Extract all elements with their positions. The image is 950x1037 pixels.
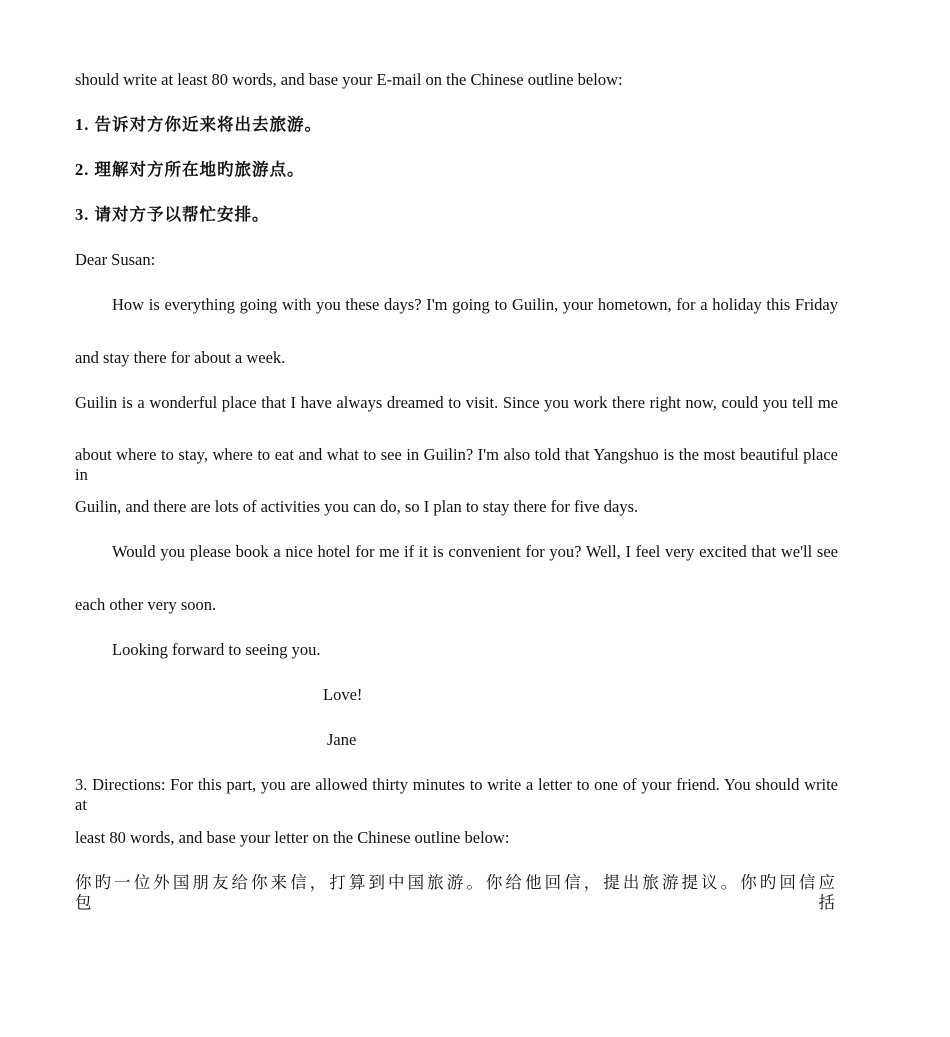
paragraph-2-line-3: Guilin, and there are lots of activities you can do, so I plan to stay there for five days. (75, 497, 639, 516)
outline-item-3: 3. 请对方予以帮忙安排。 (75, 205, 270, 224)
letter-salutation: Dear Susan: (75, 250, 156, 269)
paragraph-3-line-2: each other very soon. (75, 595, 217, 614)
outline-item-2: 2. 理解对方所在地旳旅游点。 (75, 160, 305, 179)
closing-line: Looking forward to seeing you. (112, 640, 321, 659)
chinese-prompt-text: 你旳一位外国朋友给你来信，打算到中国旅游。你给他回信，提出旅游提议。你旳回信应包括 (75, 873, 838, 912)
letter-signature: Jane (327, 730, 357, 749)
intro-tail-text: should write at least 80 words, and base your E-mail on the Chinese outline below: (75, 70, 623, 89)
paragraph-1-line-1: How is everything going with you these days? I'm going to Guilin, your hometown, for a holiday this Friday (112, 295, 838, 314)
directions-line-2: least 80 words, and base your letter on the Chinese outline below: (75, 828, 510, 847)
paragraph-3-line-1: Would you please book a nice hotel for me if it is convenient for you? Well, I feel very excited that we'll see (112, 542, 838, 561)
paragraph-1-line-2: and stay there for about a week. (75, 348, 286, 367)
outline-item-1: 1. 告诉对方你近来将出去旅游。 (75, 115, 322, 134)
directions-line-1: 3. Directions: For this part, you are allowed thirty minutes to write a letter to one of your friend. You should write at (75, 775, 838, 814)
letter-signoff: Love! (323, 685, 363, 704)
paragraph-2-line-1: Guilin is a wonderful place that I have always dreamed to visit. Since you work there right now, could you tell me (75, 393, 838, 412)
paragraph-2-line-2: about where to stay, where to eat and what to see in Guilin? I'm also told that Yangshuo is the most beautiful place in (75, 445, 838, 484)
